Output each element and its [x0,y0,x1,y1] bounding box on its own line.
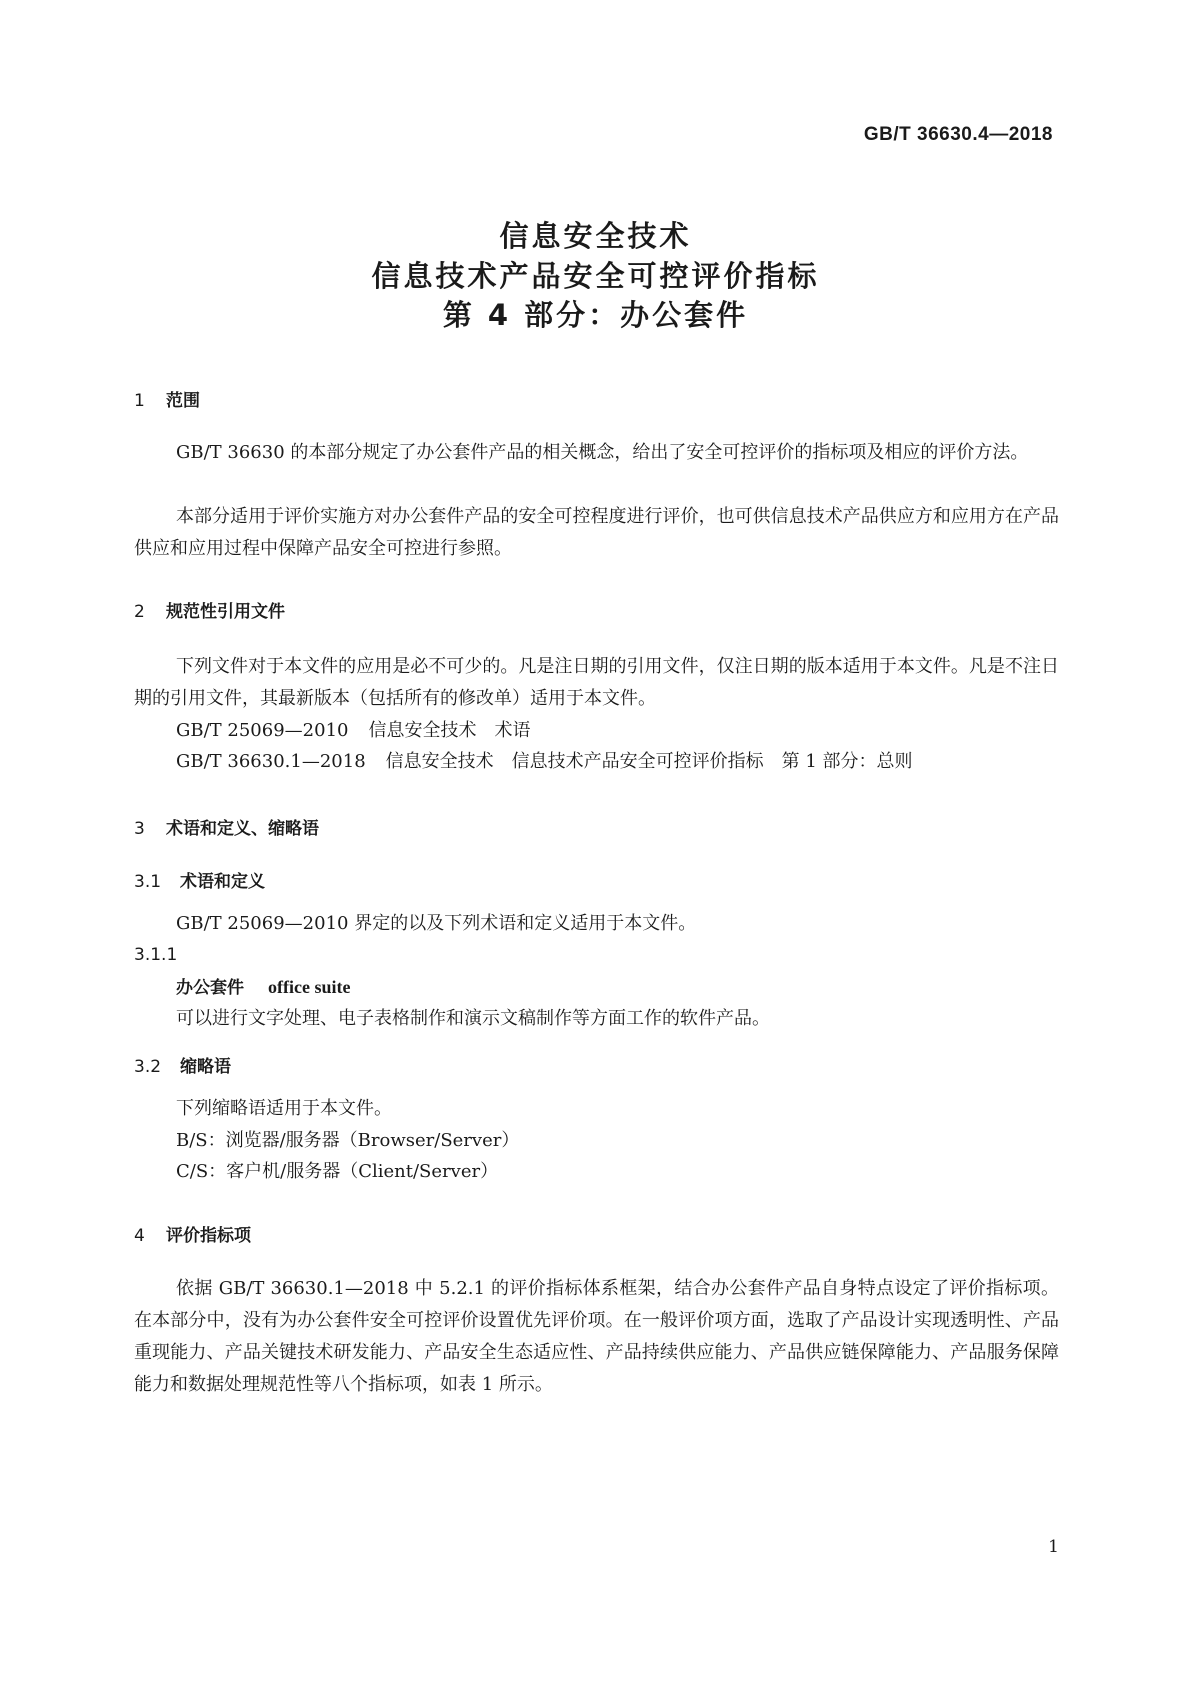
reference-code: GB/T 36630.1—2018 [176,751,366,772]
section-2-paragraph-1: 下列文件对于本文件的应用是必不可少的。凡是注日期的引用文件，仅注日期的版本适用于本文件。凡是不注日期的引用文件，其最新版本（包括所有的修改单）适用于本文件。 [134,656,1059,709]
doc-title-line-1: 信息安全技术 [499,219,692,253]
section-number: 2 [134,602,145,622]
section-number: 3 [134,819,145,839]
section-4-heading [134,1221,251,1246]
section-number: 3.1 [134,872,162,892]
section-number: 3.2 [134,1057,162,1077]
section-1-heading [134,386,200,411]
section-title: 缩略语 [180,1057,231,1077]
section-3-1-heading [134,867,265,892]
normative-reference [176,715,530,747]
section-3-heading [134,814,319,839]
doc-title-line-2: 信息技术产品安全可控评价指标 [371,259,820,293]
term-english: office suite [268,977,351,997]
section-title: 术语和定义 [180,872,265,892]
section-1-paragraph-1: GB/T 36630 的本部分规定了办公套件产品的相关概念，给出了安全可控评价的指标项及相应的评价方法。 [176,442,1029,463]
section-number: 4 [134,1226,145,1246]
normative-reference [176,746,913,778]
standard-code: GB/T 36630.4—2018 [863,124,1053,145]
page-number: 1 [1048,1537,1059,1557]
reference-title: 信息安全技术 术语 [368,720,531,741]
term-definition: 可以进行文字处理、电子表格制作和演示文稿制作等方面工作的软件产品。 [176,1008,770,1029]
section-4-paragraph-1: 依据 GB/T 36630.1—2018 中 5.2.1 的评价指标体系框架，结合办公套件产品自身特点设定了评价指标项。在本部分中，没有为办公套件安全可控评价设置优先评价项。在一般评价项方面，选取了产品设计实现透明性、产品重现能力、产品关键技术研发能力、产品安全生态适应性、产品持续供应能力、产品供应链保障能力、产品服务保障能力和数据处理规范性等八个指标项，如表 1 所示。 [134,1278,1059,1395]
section-1-paragraph-2: 本部分适用于评价实施方对办公套件产品的安全可控程度进行评价，也可供信息技术产品供应方和应用方在产品供应和应用过程中保障产品安全可控进行参照。 [134,506,1059,559]
section-title: 评价指标项 [166,1226,251,1246]
term-chinese: 办公套件 [176,978,244,998]
term-entry [176,971,350,1004]
section-title: 术语和定义、缩略语 [166,819,319,839]
section-title: 范围 [166,391,200,411]
doc-title-line-3: 第 4 部分：办公套件 [442,298,749,332]
section-title: 规范性引用文件 [166,602,285,622]
section-3-2-paragraph: 下列缩略语适用于本文件。 [176,1098,392,1119]
abbreviation-item: B/S：浏览器/服务器（Browser/Server） [176,1130,520,1151]
reference-title: 信息安全技术 信息技术产品安全可控评价指标 第 1 部分：总则 [385,751,913,772]
abbreviation-item: C/S：客户机/服务器（Client/Server） [176,1161,499,1182]
term-number: 3.1.1 [134,945,178,965]
section-number: 1 [134,391,145,411]
reference-code: GB/T 25069—2010 [176,720,349,741]
section-3-1-paragraph: GB/T 25069—2010 界定的以及下列术语和定义适用于本文件。 [176,913,697,934]
section-3-2-heading [134,1052,231,1077]
section-2-heading [134,597,285,622]
